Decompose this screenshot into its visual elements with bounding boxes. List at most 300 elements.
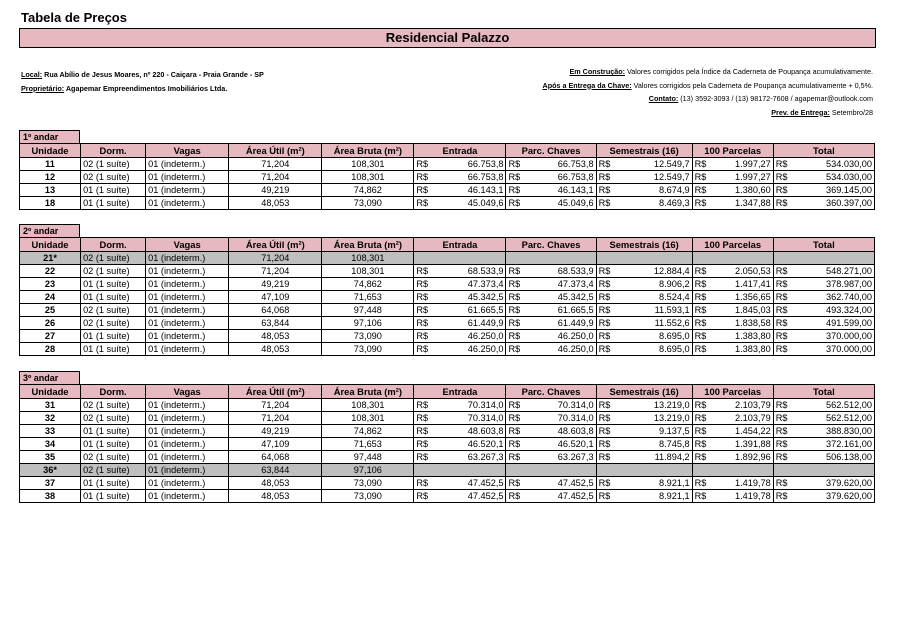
- dorm-cell: 01 (1 suíte): [81, 425, 146, 438]
- currency-cell: R$: [596, 184, 623, 197]
- total-cell: 506.138,00: [800, 451, 874, 464]
- total-cell: 548.271,00: [800, 265, 874, 278]
- dorm-cell: 02 (1 suíte): [81, 399, 146, 412]
- dorm-cell: 01 (1 suíte): [81, 197, 146, 210]
- semestrais-cell: 11.552,6: [623, 317, 692, 330]
- column-header: 100 Parcelas: [692, 238, 773, 252]
- parcelas-cell: 1.347,88: [719, 197, 773, 210]
- table-row: [20, 291, 875, 304]
- area-util-cell: 49,219: [229, 278, 322, 291]
- table-row: [20, 197, 875, 210]
- column-header: Vagas: [146, 238, 229, 252]
- column-header: Parc. Chaves: [506, 385, 596, 399]
- currency-cell: R$: [773, 171, 800, 184]
- table-row: [20, 477, 875, 490]
- semestrais-cell: 8.674,9: [623, 184, 692, 197]
- unit-cell: 21*: [20, 252, 81, 265]
- dorm-cell: 02 (1 suíte): [81, 412, 146, 425]
- vagas-cell: 01 (indeterm.): [146, 197, 229, 210]
- entrada-cell: 48.603,8: [441, 425, 506, 438]
- entrada-cell: 46.250,0: [441, 330, 506, 343]
- table-header-row: [20, 385, 875, 399]
- table-row: [20, 438, 875, 451]
- dorm-cell: 02 (1 suíte): [81, 464, 146, 477]
- page-title: Tabela de Preços: [21, 10, 127, 25]
- delivery-value: Setembro/28: [829, 107, 873, 117]
- currency-cell: R$: [506, 304, 533, 317]
- currency-cell: R$: [596, 490, 623, 503]
- currency-cell: R$: [596, 438, 623, 451]
- area-bruta-cell: 71,653: [322, 291, 414, 304]
- currency-cell: R$: [773, 265, 800, 278]
- currency-cell: R$: [596, 265, 623, 278]
- column-header: Vagas: [146, 144, 229, 158]
- currency-cell: R$: [596, 425, 623, 438]
- floor-label: 3º andar: [19, 371, 80, 384]
- unit-cell: 23: [20, 278, 81, 291]
- currency-cell: R$: [506, 291, 533, 304]
- currency-cell: R$: [506, 425, 533, 438]
- entrada-cell: 46.250,0: [441, 343, 506, 356]
- unit-cell: 12: [20, 171, 81, 184]
- column-header: Área Útil (m²): [229, 144, 322, 158]
- column-header: Semestrais (16): [596, 144, 692, 158]
- currency-cell: R$: [596, 399, 623, 412]
- semestrais-cell: 8.524,4: [623, 291, 692, 304]
- currency-cell: R$: [773, 278, 800, 291]
- table-row: [20, 265, 875, 278]
- currency-cell: R$: [773, 317, 800, 330]
- dorm-cell: 01 (1 suíte): [81, 291, 146, 304]
- contact-label: Contato:: [648, 94, 679, 103]
- entrada-cell: 66.753,8: [441, 158, 506, 171]
- vagas-cell: 01 (indeterm.): [146, 171, 229, 184]
- semestrais-cell: 12.884,4: [623, 265, 692, 278]
- dorm-cell: 01 (1 suíte): [81, 343, 146, 356]
- parcelas-cell: 1.997,27: [719, 171, 773, 184]
- currency-cell: R$: [692, 304, 719, 317]
- currency-cell: R$: [414, 330, 441, 343]
- total-cell: [800, 252, 874, 265]
- parcelas-cell: 2.050,53: [719, 265, 773, 278]
- column-header: 100 Parcelas: [692, 144, 773, 158]
- total-cell: 370.000,00: [800, 330, 874, 343]
- area-bruta-cell: 73,090: [322, 490, 414, 503]
- unit-cell: 33: [20, 425, 81, 438]
- area-bruta-cell: 108,301: [322, 399, 414, 412]
- total-cell: 534.030,00: [800, 171, 874, 184]
- currency-cell: R$: [596, 343, 623, 356]
- area-util-cell: 49,219: [229, 425, 322, 438]
- chaves-cell: 68.533,9: [533, 265, 596, 278]
- table-row: [20, 464, 875, 477]
- currency-cell: R$: [414, 265, 441, 278]
- area-bruta-cell: 73,090: [322, 343, 414, 356]
- vagas-cell: 01 (indeterm.): [146, 158, 229, 171]
- total-cell: 388.830,00: [800, 425, 874, 438]
- area-util-cell: 64,068: [229, 451, 322, 464]
- area-util-cell: 48,053: [229, 343, 322, 356]
- dorm-cell: 01 (1 suíte): [81, 438, 146, 451]
- parcelas-cell: 2.103,79: [719, 399, 773, 412]
- unit-cell: 32: [20, 412, 81, 425]
- semestrais-cell: 8.745,8: [623, 438, 692, 451]
- currency-cell: R$: [692, 438, 719, 451]
- column-header: Entrada: [414, 238, 506, 252]
- currency-cell: R$: [596, 158, 623, 171]
- semestrais-cell: 8.469,3: [623, 197, 692, 210]
- column-header: Unidade: [20, 144, 81, 158]
- parcelas-cell: 1.419,78: [719, 477, 773, 490]
- total-cell: 379.620,00: [800, 477, 874, 490]
- currency-cell: R$: [596, 304, 623, 317]
- delivery-label: Prev. de Entrega:: [771, 107, 830, 117]
- table-row: [20, 343, 875, 356]
- parcelas-cell: 1.391,88: [719, 438, 773, 451]
- currency-cell: R$: [414, 158, 441, 171]
- column-header: Semestrais (16): [596, 238, 692, 252]
- chaves-cell: [533, 464, 596, 477]
- currency-cell: R$: [596, 412, 623, 425]
- local-line: [21, 68, 264, 82]
- column-header: Unidade: [20, 238, 81, 252]
- currency-cell: R$: [506, 343, 533, 356]
- vagas-cell: 01 (indeterm.): [146, 278, 229, 291]
- area-util-cell: 63,844: [229, 317, 322, 330]
- chaves-cell: 61.665,5: [533, 304, 596, 317]
- currency-cell: R$: [506, 158, 533, 171]
- price-table: [19, 384, 875, 503]
- currency-cell: R$: [414, 451, 441, 464]
- entrada-cell: 45.049,6: [441, 197, 506, 210]
- vagas-cell: 01 (indeterm.): [146, 252, 229, 265]
- semestrais-cell: 8.921,1: [623, 477, 692, 490]
- chaves-cell: 45.342,5: [533, 291, 596, 304]
- currency-cell: R$: [596, 477, 623, 490]
- semestrais-cell: 13.219,0: [623, 412, 692, 425]
- column-header: Área Bruta (m²): [322, 144, 414, 158]
- vagas-cell: 01 (indeterm.): [146, 412, 229, 425]
- unit-cell: 35: [20, 451, 81, 464]
- currency-cell: R$: [506, 278, 533, 291]
- currency-cell: R$: [692, 425, 719, 438]
- currency-cell: R$: [692, 477, 719, 490]
- vagas-cell: 01 (indeterm.): [146, 304, 229, 317]
- total-cell: 369.145,00: [800, 184, 874, 197]
- parcelas-cell: [719, 252, 773, 265]
- currency-cell: R$: [692, 197, 719, 210]
- dorm-cell: 02 (1 suíte): [81, 265, 146, 278]
- area-util-cell: 47,109: [229, 438, 322, 451]
- area-bruta-cell: 108,301: [322, 265, 414, 278]
- construction-value: Valores corrigidos pela Índice da Caderneta de Poupança acumulativamente.: [625, 67, 873, 76]
- currency-cell: R$: [414, 171, 441, 184]
- currency-cell: [506, 464, 533, 477]
- currency-cell: R$: [506, 490, 533, 503]
- currency-cell: R$: [506, 184, 533, 197]
- parcelas-cell: 1.838,58: [719, 317, 773, 330]
- vagas-cell: 01 (indeterm.): [146, 490, 229, 503]
- contact-value: (13) 3592-3093 / (13) 98172-7608 / agapemar@outlook.com: [678, 94, 873, 103]
- currency-cell: R$: [773, 412, 800, 425]
- total-cell: 372.161,00: [800, 438, 874, 451]
- parcelas-cell: 1.356,65: [719, 291, 773, 304]
- unit-cell: 31: [20, 399, 81, 412]
- chaves-cell: 66.753,8: [533, 158, 596, 171]
- currency-cell: R$: [414, 184, 441, 197]
- currency-cell: [692, 252, 719, 265]
- currency-cell: [773, 464, 800, 477]
- dorm-cell: 02 (1 suíte): [81, 171, 146, 184]
- price-table: [19, 237, 875, 356]
- currency-cell: R$: [596, 451, 623, 464]
- area-bruta-cell: 74,862: [322, 425, 414, 438]
- entrada-cell: 61.449,9: [441, 317, 506, 330]
- area-util-cell: 64,068: [229, 304, 322, 317]
- currency-cell: R$: [414, 197, 441, 210]
- area-bruta-cell: 97,448: [322, 451, 414, 464]
- entrada-cell: 68.533,9: [441, 265, 506, 278]
- column-header: Entrada: [414, 144, 506, 158]
- vagas-cell: 01 (indeterm.): [146, 184, 229, 197]
- area-bruta-cell: 71,653: [322, 438, 414, 451]
- column-header: Parc. Chaves: [506, 238, 596, 252]
- chaves-cell: 63.267,3: [533, 451, 596, 464]
- construction-line: [543, 65, 873, 79]
- area-bruta-cell: 108,301: [322, 158, 414, 171]
- currency-cell: R$: [773, 451, 800, 464]
- currency-cell: R$: [596, 291, 623, 304]
- entrada-cell: 47.452,5: [441, 477, 506, 490]
- semestrais-cell: 13.219,0: [623, 399, 692, 412]
- currency-cell: R$: [692, 399, 719, 412]
- currency-cell: [596, 252, 623, 265]
- chaves-cell: 46.520,1: [533, 438, 596, 451]
- currency-cell: R$: [692, 171, 719, 184]
- column-header: Área Bruta (m²): [322, 238, 414, 252]
- currency-cell: R$: [506, 451, 533, 464]
- total-cell: [800, 464, 874, 477]
- semestrais-cell: 11.593,1: [623, 304, 692, 317]
- currency-cell: R$: [596, 171, 623, 184]
- area-util-cell: 48,053: [229, 197, 322, 210]
- dorm-cell: 01 (1 suíte): [81, 278, 146, 291]
- semestrais-cell: 11.894,2: [623, 451, 692, 464]
- vagas-cell: 01 (indeterm.): [146, 291, 229, 304]
- parcelas-cell: [719, 464, 773, 477]
- unit-cell: 37: [20, 477, 81, 490]
- area-util-cell: 49,219: [229, 184, 322, 197]
- total-cell: 362.740,00: [800, 291, 874, 304]
- vagas-cell: 01 (indeterm.): [146, 451, 229, 464]
- vagas-cell: 01 (indeterm.): [146, 399, 229, 412]
- parcelas-cell: 2.103,79: [719, 412, 773, 425]
- area-util-cell: 71,204: [229, 171, 322, 184]
- currency-cell: R$: [773, 343, 800, 356]
- area-bruta-cell: 97,106: [322, 317, 414, 330]
- semestrais-cell: 8.695,0: [623, 343, 692, 356]
- owner-label: Proprietário:: [21, 83, 65, 93]
- chaves-cell: 47.452,5: [533, 477, 596, 490]
- area-util-cell: 71,204: [229, 399, 322, 412]
- property-info: [21, 68, 264, 95]
- table-row: [20, 184, 875, 197]
- currency-cell: R$: [596, 317, 623, 330]
- semestrais-cell: 8.906,2: [623, 278, 692, 291]
- entrada-cell: 70.314,0: [441, 399, 506, 412]
- total-cell: 379.620,00: [800, 490, 874, 503]
- vagas-cell: 01 (indeterm.): [146, 265, 229, 278]
- parcelas-cell: 1.454,22: [719, 425, 773, 438]
- dorm-cell: 02 (1 suíte): [81, 317, 146, 330]
- area-util-cell: 48,053: [229, 330, 322, 343]
- table-row: [20, 330, 875, 343]
- area-util-cell: 71,204: [229, 265, 322, 278]
- vagas-cell: 01 (indeterm.): [146, 317, 229, 330]
- terms-info: [543, 65, 873, 119]
- project-banner: Residencial Palazzo: [19, 28, 876, 48]
- total-cell: 562.512,00: [800, 412, 874, 425]
- owner-value: Agapemar Empreendimentos Imobiliários Ltda.: [64, 83, 228, 93]
- vagas-cell: 01 (indeterm.): [146, 477, 229, 490]
- total-cell: 493.324,00: [800, 304, 874, 317]
- chaves-cell: 47.373,4: [533, 278, 596, 291]
- entrada-cell: 45.342,5: [441, 291, 506, 304]
- chaves-cell: 45.049,6: [533, 197, 596, 210]
- currency-cell: [414, 464, 441, 477]
- currency-cell: R$: [506, 171, 533, 184]
- dorm-cell: 02 (1 suíte): [81, 158, 146, 171]
- floor-label: 1º andar: [19, 130, 80, 143]
- currency-cell: [773, 252, 800, 265]
- currency-cell: R$: [692, 158, 719, 171]
- area-bruta-cell: 73,090: [322, 477, 414, 490]
- entrada-cell: 47.452,5: [441, 490, 506, 503]
- after-delivery-line: [543, 79, 873, 93]
- currency-cell: R$: [414, 425, 441, 438]
- unit-cell: 27: [20, 330, 81, 343]
- currency-cell: R$: [692, 278, 719, 291]
- unit-cell: 36*: [20, 464, 81, 477]
- vagas-cell: 01 (indeterm.): [146, 343, 229, 356]
- table-row: [20, 399, 875, 412]
- after-delivery-label: Após a Entrega da Chave:: [542, 80, 632, 90]
- dorm-cell: 02 (1 suíte): [81, 304, 146, 317]
- currency-cell: R$: [506, 412, 533, 425]
- currency-cell: R$: [506, 477, 533, 490]
- area-util-cell: 47,109: [229, 291, 322, 304]
- currency-cell: R$: [773, 399, 800, 412]
- unit-cell: 13: [20, 184, 81, 197]
- area-bruta-cell: 108,301: [322, 412, 414, 425]
- vagas-cell: 01 (indeterm.): [146, 438, 229, 451]
- parcelas-cell: 1.383,80: [719, 343, 773, 356]
- table-row: [20, 252, 875, 265]
- area-util-cell: 71,204: [229, 412, 322, 425]
- total-cell: 534.030,00: [800, 158, 874, 171]
- column-header: Total: [773, 144, 874, 158]
- currency-cell: R$: [414, 399, 441, 412]
- currency-cell: R$: [773, 184, 800, 197]
- currency-cell: R$: [773, 291, 800, 304]
- table-row: [20, 451, 875, 464]
- total-cell: 370.000,00: [800, 343, 874, 356]
- vagas-cell: 01 (indeterm.): [146, 464, 229, 477]
- total-cell: 491.599,00: [800, 317, 874, 330]
- currency-cell: [692, 464, 719, 477]
- chaves-cell: [533, 252, 596, 265]
- currency-cell: R$: [773, 477, 800, 490]
- chaves-cell: 47.452,5: [533, 490, 596, 503]
- currency-cell: R$: [773, 490, 800, 503]
- table-row: [20, 490, 875, 503]
- table-header-row: [20, 144, 875, 158]
- column-header: Total: [773, 385, 874, 399]
- column-header: Total: [773, 238, 874, 252]
- chaves-cell: 61.449,9: [533, 317, 596, 330]
- currency-cell: R$: [773, 304, 800, 317]
- parcelas-cell: 1.380,60: [719, 184, 773, 197]
- column-header: Área Útil (m²): [229, 238, 322, 252]
- column-header: Área Útil (m²): [229, 385, 322, 399]
- total-cell: 360.397,00: [800, 197, 874, 210]
- entrada-cell: 63.267,3: [441, 451, 506, 464]
- dorm-cell: 01 (1 suíte): [81, 330, 146, 343]
- table-row: [20, 171, 875, 184]
- currency-cell: R$: [414, 412, 441, 425]
- unit-cell: 34: [20, 438, 81, 451]
- currency-cell: R$: [414, 278, 441, 291]
- column-header: Vagas: [146, 385, 229, 399]
- table-row: [20, 317, 875, 330]
- vagas-cell: 01 (indeterm.): [146, 425, 229, 438]
- area-bruta-cell: 73,090: [322, 197, 414, 210]
- currency-cell: R$: [414, 343, 441, 356]
- currency-cell: R$: [414, 490, 441, 503]
- currency-cell: R$: [506, 317, 533, 330]
- currency-cell: R$: [692, 412, 719, 425]
- currency-cell: R$: [692, 451, 719, 464]
- currency-cell: R$: [773, 438, 800, 451]
- currency-cell: [414, 252, 441, 265]
- dorm-cell: 01 (1 suíte): [81, 184, 146, 197]
- currency-cell: R$: [506, 399, 533, 412]
- currency-cell: R$: [506, 197, 533, 210]
- table-row: [20, 158, 875, 171]
- currency-cell: R$: [596, 197, 623, 210]
- column-header: Área Bruta (m²): [322, 385, 414, 399]
- entrada-cell: 46.520,1: [441, 438, 506, 451]
- entrada-cell: 66.753,8: [441, 171, 506, 184]
- currency-cell: [596, 464, 623, 477]
- dorm-cell: 01 (1 suíte): [81, 490, 146, 503]
- entrada-cell: 61.665,5: [441, 304, 506, 317]
- currency-cell: R$: [773, 425, 800, 438]
- area-bruta-cell: 97,448: [322, 304, 414, 317]
- semestrais-cell: 12.549,7: [623, 158, 692, 171]
- parcelas-cell: 1.417,41: [719, 278, 773, 291]
- construction-label: Em Construção:: [569, 67, 625, 76]
- column-header: 100 Parcelas: [692, 385, 773, 399]
- currency-cell: R$: [414, 477, 441, 490]
- local-label: Local:: [21, 70, 43, 79]
- entrada-cell: 70.314,0: [441, 412, 506, 425]
- semestrais-cell: 12.549,7: [623, 171, 692, 184]
- area-bruta-cell: 108,301: [322, 171, 414, 184]
- dorm-cell: 01 (1 suíte): [81, 477, 146, 490]
- contact-line: [543, 92, 873, 106]
- currency-cell: R$: [506, 438, 533, 451]
